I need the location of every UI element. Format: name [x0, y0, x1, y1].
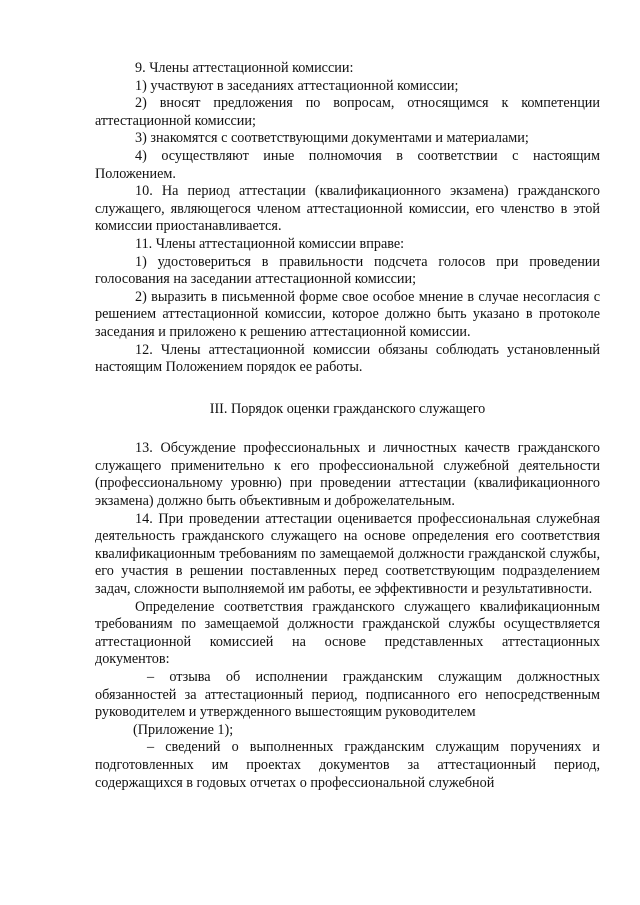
paragraph-13: 13. Обсуждение профессиональных и личностных качеств гражданского служащего применительно к его профессиональной служебной деятельности (профессиональному уровню) при проведении аттестации (квалификационного экзамена) должно быть объективным и доброжелательным. [95, 440, 600, 510]
paragraph-11-item-1: 1) удостовериться в правильности подсчета голосов при проведении голосования на заседании аттестационной комиссии; [95, 253, 600, 288]
paragraph-9-item-4: 4) осуществляют иные полномочия в соответствии с настоящим Положением. [95, 147, 600, 182]
paragraph-10: 10. На период аттестации (квалификационного экзамена) гражданского служащего, являющегося членом аттестационной комиссии, его членство в этой комиссии приостанавливается. [95, 183, 600, 235]
paragraph-14-determination: Определение соответствия гражданского служащего квалификационным требованиям по замещаемой должности гражданской службы осуществляется аттестационной комиссией на основе представленных аттестационных документов: [95, 598, 600, 668]
paragraph-12: 12. Члены аттестационной комиссии обязаны соблюдать установленный настоящим Положением порядок ее работы. [95, 341, 600, 376]
paragraph-11: 11. Члены аттестационной комиссии вправе: [135, 235, 405, 252]
list-item-assignments: – сведений о выполненных гражданским служащим поручениях и подготовленных им проектах документов за аттестационный период, содержащихся в годовых отчетах о профессиональной служебной [95, 739, 600, 791]
section-heading: III. Порядок оценки гражданского служащего [209, 400, 486, 417]
appendix-reference: (Приложение 1); [133, 721, 234, 738]
paragraph-9-item-2: 2) вносят предложения по вопросам, относящимся к компетенции аттестационной комиссии; [95, 95, 600, 129]
list-item-review: – отзыва об исполнении гражданским служащим должностных обязанностей за аттестационный период, подписанного его непосредственным руководителем и утвержденного вышестоящим руководителем [95, 669, 600, 721]
paragraph-9-item-1: 1) участвуют в заседаниях аттестационной комиссии; [135, 77, 459, 94]
paragraph-14: 14. При проведении аттестации оценивается профессиональная служебная деятельность гражданского служащего на основе определения его соответствия квалификационным требованиям по замещаемой должности гражданской службы, его участия в решении поставленных перед соответствующим подразделением задач, сложности выполняемой им работы, ее эффективности и результативности. [95, 510, 600, 598]
paragraph-9-item-3: 3) знакомятся с соответствующими документами и материалами; [135, 130, 529, 147]
paragraph-9: 9. Члены аттестационной комиссии: [135, 60, 354, 76]
documents-list [95, 669, 600, 792]
paragraph-11-item-2: 2) выразить в письменной форме свое особое мнение в случае несогласия с решением аттестационной комиссии, которое должно быть указано в протоколе заседания и приложено к решению аттестационной комиссии. [95, 288, 600, 340]
